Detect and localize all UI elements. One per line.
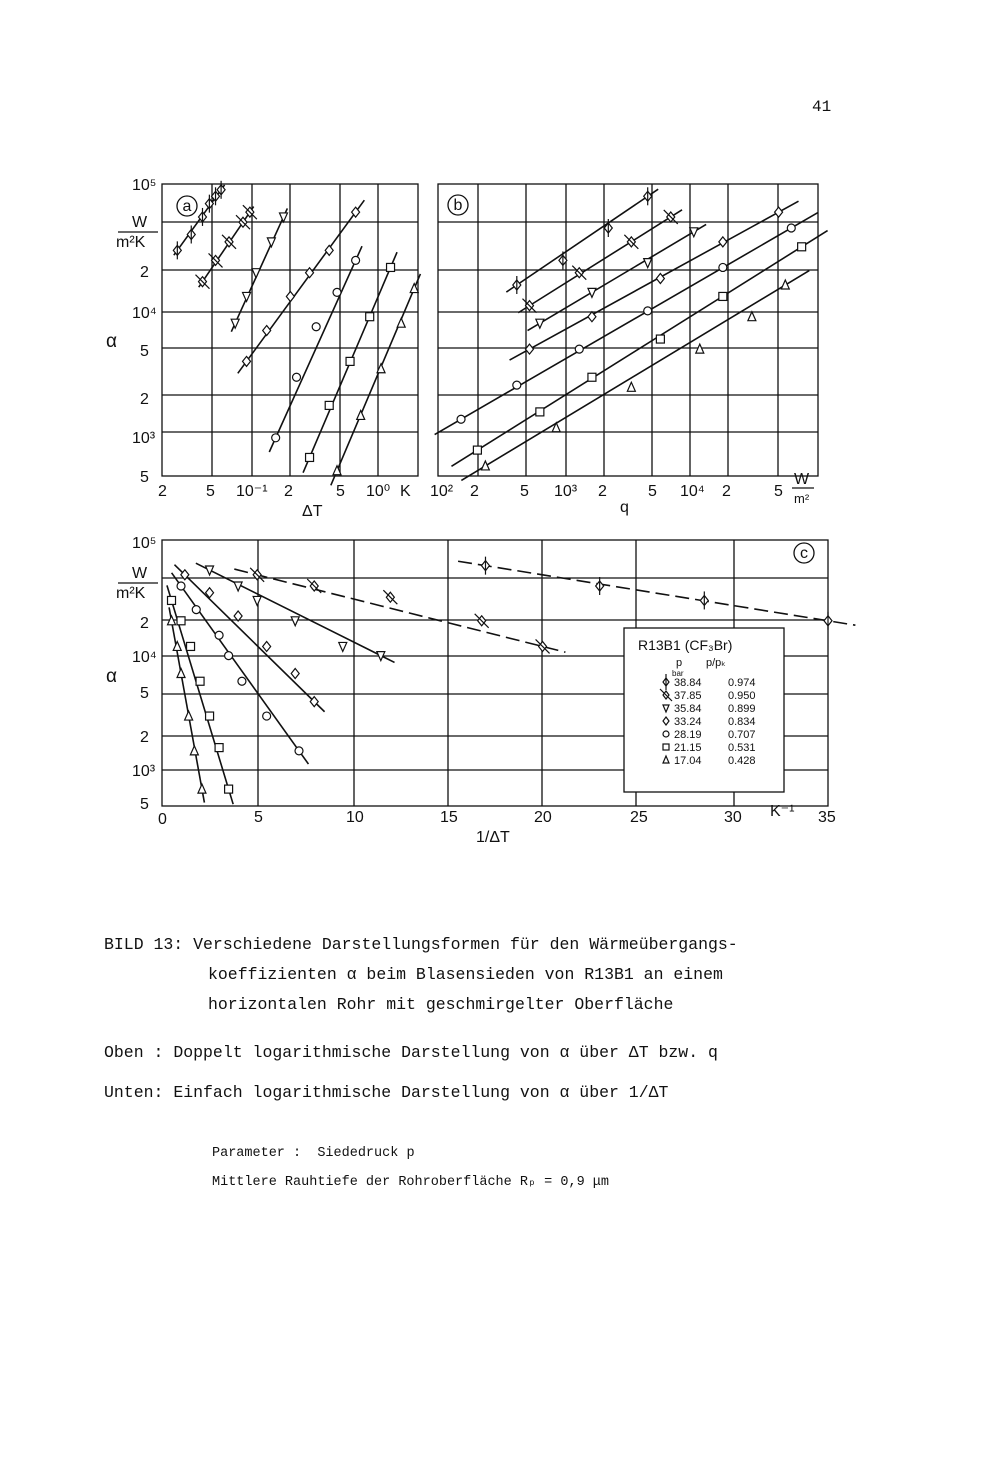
legend-col-p: p bbox=[676, 657, 683, 669]
panel-c-xtick: 10 bbox=[346, 809, 364, 826]
panel-c-label: c bbox=[800, 545, 808, 562]
data-point-triangle-up bbox=[173, 641, 181, 650]
data-point-circle bbox=[225, 652, 233, 660]
caption-oben bbox=[104, 1043, 718, 1062]
caption-parameter bbox=[212, 1146, 415, 1161]
data-point-circle bbox=[787, 224, 795, 232]
panel-a-ytick: 2 bbox=[140, 264, 149, 281]
data-point-square bbox=[536, 408, 544, 416]
panel-a-xlabel: ΔT bbox=[302, 503, 323, 520]
page-number: 41 bbox=[812, 98, 832, 116]
data-point-triangle-down bbox=[206, 566, 214, 575]
panel-c-xtick: 15 bbox=[440, 809, 458, 826]
legend-entry-ratio: 0.531 bbox=[728, 742, 756, 754]
data-point-triangle-down bbox=[690, 228, 698, 237]
data-point-triangle-up bbox=[198, 784, 206, 793]
caption-param-label: Parameter : bbox=[212, 1146, 302, 1161]
data-point-triangle-up bbox=[410, 284, 418, 293]
data-point-triangle-up bbox=[781, 280, 789, 289]
data-point-circle bbox=[312, 323, 320, 331]
data-point-triangle-up bbox=[177, 669, 185, 678]
data-point-circle bbox=[295, 747, 303, 755]
legend bbox=[624, 628, 784, 792]
panel-a-ytick: 10⁵ bbox=[132, 177, 157, 194]
fit-line-b-38.84 bbox=[506, 189, 658, 292]
data-point-square bbox=[225, 785, 233, 793]
panel-b-xtick: 2 bbox=[722, 483, 731, 500]
data-point-triangle-up bbox=[748, 312, 756, 321]
data-point-triangle-down bbox=[252, 269, 260, 278]
legend-entry-ratio: 0.428 bbox=[728, 755, 756, 767]
caption-unten-label: Unten: bbox=[104, 1083, 164, 1102]
panel-b-xtick: 10³ bbox=[554, 483, 578, 500]
fit-line-a-28.19 bbox=[269, 246, 362, 452]
panel-b-xunit-den: m² bbox=[794, 491, 810, 506]
panel-a-grid bbox=[162, 184, 418, 476]
caption-bild: BILD 13: bbox=[104, 935, 184, 954]
data-point-diamond bbox=[325, 245, 333, 255]
data-point-triangle-up bbox=[481, 461, 489, 470]
data-point-square bbox=[215, 744, 223, 752]
legend-entry-ratio: 0.899 bbox=[728, 703, 756, 715]
data-point-square bbox=[196, 677, 204, 685]
legend-title: R13B1 (CF₃Br) bbox=[638, 637, 733, 653]
data-point-square bbox=[663, 744, 669, 750]
panel-a-xtick: 10⁰ bbox=[366, 483, 391, 500]
data-point-diamond bbox=[291, 669, 299, 679]
panel-c-ytick: 2 bbox=[140, 729, 149, 746]
caption-rauhtiefe: Mittlere Rauhtiefe der Rohroberfläche Rₚ = 0,9 μm bbox=[212, 1175, 609, 1190]
data-point-triangle-down bbox=[588, 288, 596, 297]
panel-c-ytick: 10⁵ bbox=[132, 535, 157, 552]
fit-line-c-38.84 bbox=[458, 561, 855, 625]
data-point-diamond bbox=[525, 344, 533, 354]
data-point-square bbox=[306, 453, 314, 461]
panel-a-ytick: 10⁴ bbox=[132, 305, 157, 322]
caption-line1: Verschiedene Darstellungsformen für den Wärmeübergangs- bbox=[193, 935, 738, 954]
panel-c-xtick: 0 bbox=[158, 811, 167, 828]
data-point-diamond bbox=[286, 291, 294, 301]
legend-entry-ratio: 0.834 bbox=[728, 716, 756, 728]
caption-param-text: Siededruck p bbox=[317, 1146, 415, 1161]
data-point-triangle-up bbox=[185, 711, 193, 720]
caption-oben-label: Oben : bbox=[104, 1043, 164, 1062]
data-point-triangle-down bbox=[231, 319, 239, 328]
panel-c-yunit-num: W bbox=[132, 565, 148, 582]
panel-a-ytick: 10³ bbox=[132, 430, 156, 447]
fit-line-a-17.04 bbox=[331, 274, 421, 485]
data-point-triangle-down bbox=[279, 213, 287, 222]
data-point-diamond bbox=[775, 207, 783, 217]
legend-entry-ratio: 0.707 bbox=[728, 729, 756, 741]
data-point-diamond bbox=[263, 326, 271, 336]
caption-line2: koeffizienten α beim Blasensieden von R13B1 an einem bbox=[208, 965, 723, 984]
data-point-diamond bbox=[306, 268, 314, 278]
data-point-circle bbox=[352, 256, 360, 264]
panel-c-xtick: 5 bbox=[254, 809, 263, 826]
panel-b-xtick: 5 bbox=[774, 483, 783, 500]
panel-a-yunit-num: W bbox=[132, 214, 148, 231]
legend-entry-p: 17.04 bbox=[674, 755, 702, 767]
panel-c-xunit: K⁻¹ bbox=[770, 803, 795, 820]
panel-c-xtick: 20 bbox=[534, 809, 552, 826]
panel-c-xtick: 30 bbox=[724, 809, 742, 826]
data-point-circle bbox=[272, 434, 280, 442]
data-point-circle bbox=[575, 345, 583, 353]
data-point-circle bbox=[177, 582, 185, 590]
data-point-triangle-down bbox=[644, 259, 652, 268]
data-point-circle bbox=[293, 373, 301, 381]
fit-line-b-35.84 bbox=[528, 224, 707, 330]
fit-line-b-33.24 bbox=[510, 201, 799, 360]
data-point-square bbox=[206, 712, 214, 720]
caption-unten-text: Einfach logarithmische Darstellung von α über 1/ΔT bbox=[173, 1083, 669, 1102]
panel-a-xtick: 5 bbox=[206, 483, 215, 500]
data-point-triangle-up bbox=[397, 318, 405, 327]
data-point-triangle-up bbox=[190, 746, 198, 755]
panel-c-ytick: 2 bbox=[140, 615, 149, 632]
legend-entry-p: 21.15 bbox=[674, 742, 702, 754]
fit-line-b-37.85 bbox=[518, 210, 682, 313]
data-point-circle bbox=[719, 263, 727, 271]
panel-a-ytick: 2 bbox=[140, 391, 149, 408]
data-point-square bbox=[325, 401, 333, 409]
legend-entry-ratio: 0.950 bbox=[728, 690, 756, 702]
caption-unten bbox=[104, 1083, 668, 1102]
panel-a-ylabel: α bbox=[106, 331, 117, 352]
data-point-diamond bbox=[263, 641, 271, 651]
panel-b-grid bbox=[438, 184, 818, 476]
panel-b-xtick: 2 bbox=[470, 483, 479, 500]
data-point-triangle-up bbox=[357, 410, 365, 419]
panel-a-xunit: K bbox=[400, 483, 411, 500]
data-point-diamond bbox=[719, 237, 727, 247]
panel-a-xtick: 2 bbox=[158, 483, 167, 500]
legend-entry-p: 38.84 bbox=[674, 677, 702, 689]
panel-c-yunit-den: m²K bbox=[116, 585, 146, 602]
panel-b-xlabel: q bbox=[620, 499, 629, 516]
panel-a-xtick: 2 bbox=[284, 483, 293, 500]
fit-line-b-28.19 bbox=[435, 213, 818, 435]
data-point-triangle-down bbox=[536, 319, 544, 328]
fit-line-c-17.04 bbox=[169, 607, 204, 802]
data-point-circle bbox=[644, 307, 652, 315]
data-point-circle bbox=[663, 731, 669, 737]
panel-b-xtick: 5 bbox=[648, 483, 657, 500]
data-point-triangle-down bbox=[339, 642, 347, 651]
panel-a-xtick: 10⁻¹ bbox=[236, 483, 268, 500]
data-point-circle bbox=[333, 288, 341, 296]
panel-a-ytick: 5 bbox=[140, 469, 149, 486]
panel-b-xtick: 2 bbox=[598, 483, 607, 500]
figure-caption bbox=[104, 930, 864, 1020]
data-point-triangle-down bbox=[291, 617, 299, 626]
data-point-triangle-down bbox=[243, 292, 251, 301]
data-point-triangle-down bbox=[267, 238, 275, 247]
panel-b-xunit-num: W bbox=[794, 471, 810, 488]
data-point-square bbox=[473, 446, 481, 454]
panel-a-label: a bbox=[182, 198, 192, 215]
legend-col-p-unit: bar bbox=[672, 669, 684, 678]
panel-c-xlabel: 1/ΔT bbox=[476, 829, 510, 846]
legend-entry-ratio: 0.974 bbox=[728, 677, 756, 689]
fit-line-b-17.04 bbox=[461, 271, 809, 481]
fit-line-a-37.85 bbox=[199, 207, 254, 288]
data-point-triangle-up bbox=[627, 382, 635, 391]
data-point-square bbox=[798, 243, 806, 251]
data-point-circle bbox=[238, 677, 246, 685]
panel-b-xtick: 10² bbox=[430, 483, 454, 500]
data-point-square bbox=[387, 263, 395, 271]
data-point-circle bbox=[457, 415, 465, 423]
data-point-square bbox=[346, 357, 354, 365]
data-point-square bbox=[656, 335, 664, 343]
caption-oben-text: Doppelt logarithmische Darstellung von α über ΔT bzw. q bbox=[173, 1043, 718, 1062]
legend-entry-p: 28.19 bbox=[674, 729, 702, 741]
panel-c-ytick: 10³ bbox=[132, 763, 156, 780]
panel-c-xtick: 35 bbox=[818, 809, 836, 826]
data-point-square bbox=[177, 617, 185, 625]
data-point-square bbox=[719, 292, 727, 300]
data-point-circle bbox=[215, 631, 223, 639]
data-point-circle bbox=[192, 606, 200, 614]
panel-c-ylabel: α bbox=[106, 666, 117, 687]
caption-line3: horizontalen Rohr mit geschmirgelter Oberfläche bbox=[208, 995, 674, 1014]
data-point-circle bbox=[513, 381, 521, 389]
legend-entry-p: 37.85 bbox=[674, 690, 702, 702]
panel-b-xtick: 10⁴ bbox=[680, 483, 705, 500]
data-point-square bbox=[588, 373, 596, 381]
legend-entry-p: 33.24 bbox=[674, 716, 702, 728]
panel-b-xtick: 5 bbox=[520, 483, 529, 500]
panel-a-yunit-den: m²K bbox=[116, 234, 146, 251]
legend-entry-p: 35.84 bbox=[674, 703, 702, 715]
panel-c-xtick: 25 bbox=[630, 809, 648, 826]
legend-col-ratio: p/pₖ bbox=[706, 657, 726, 669]
panel-a-ytick: 5 bbox=[140, 343, 149, 360]
data-point-triangle-down bbox=[253, 596, 261, 605]
data-point-square bbox=[187, 642, 195, 650]
data-point-circle bbox=[263, 712, 271, 720]
panel-a-xtick: 5 bbox=[336, 483, 345, 500]
data-point-square bbox=[366, 313, 374, 321]
panel-c-ytick: 5 bbox=[140, 796, 149, 813]
panel-c-ytick: 5 bbox=[140, 685, 149, 702]
panel-b-label: b bbox=[453, 197, 463, 214]
data-point-square bbox=[168, 596, 176, 604]
fit-line-c-37.85 bbox=[234, 569, 565, 652]
panel-c-ytick: 10⁴ bbox=[132, 649, 157, 666]
